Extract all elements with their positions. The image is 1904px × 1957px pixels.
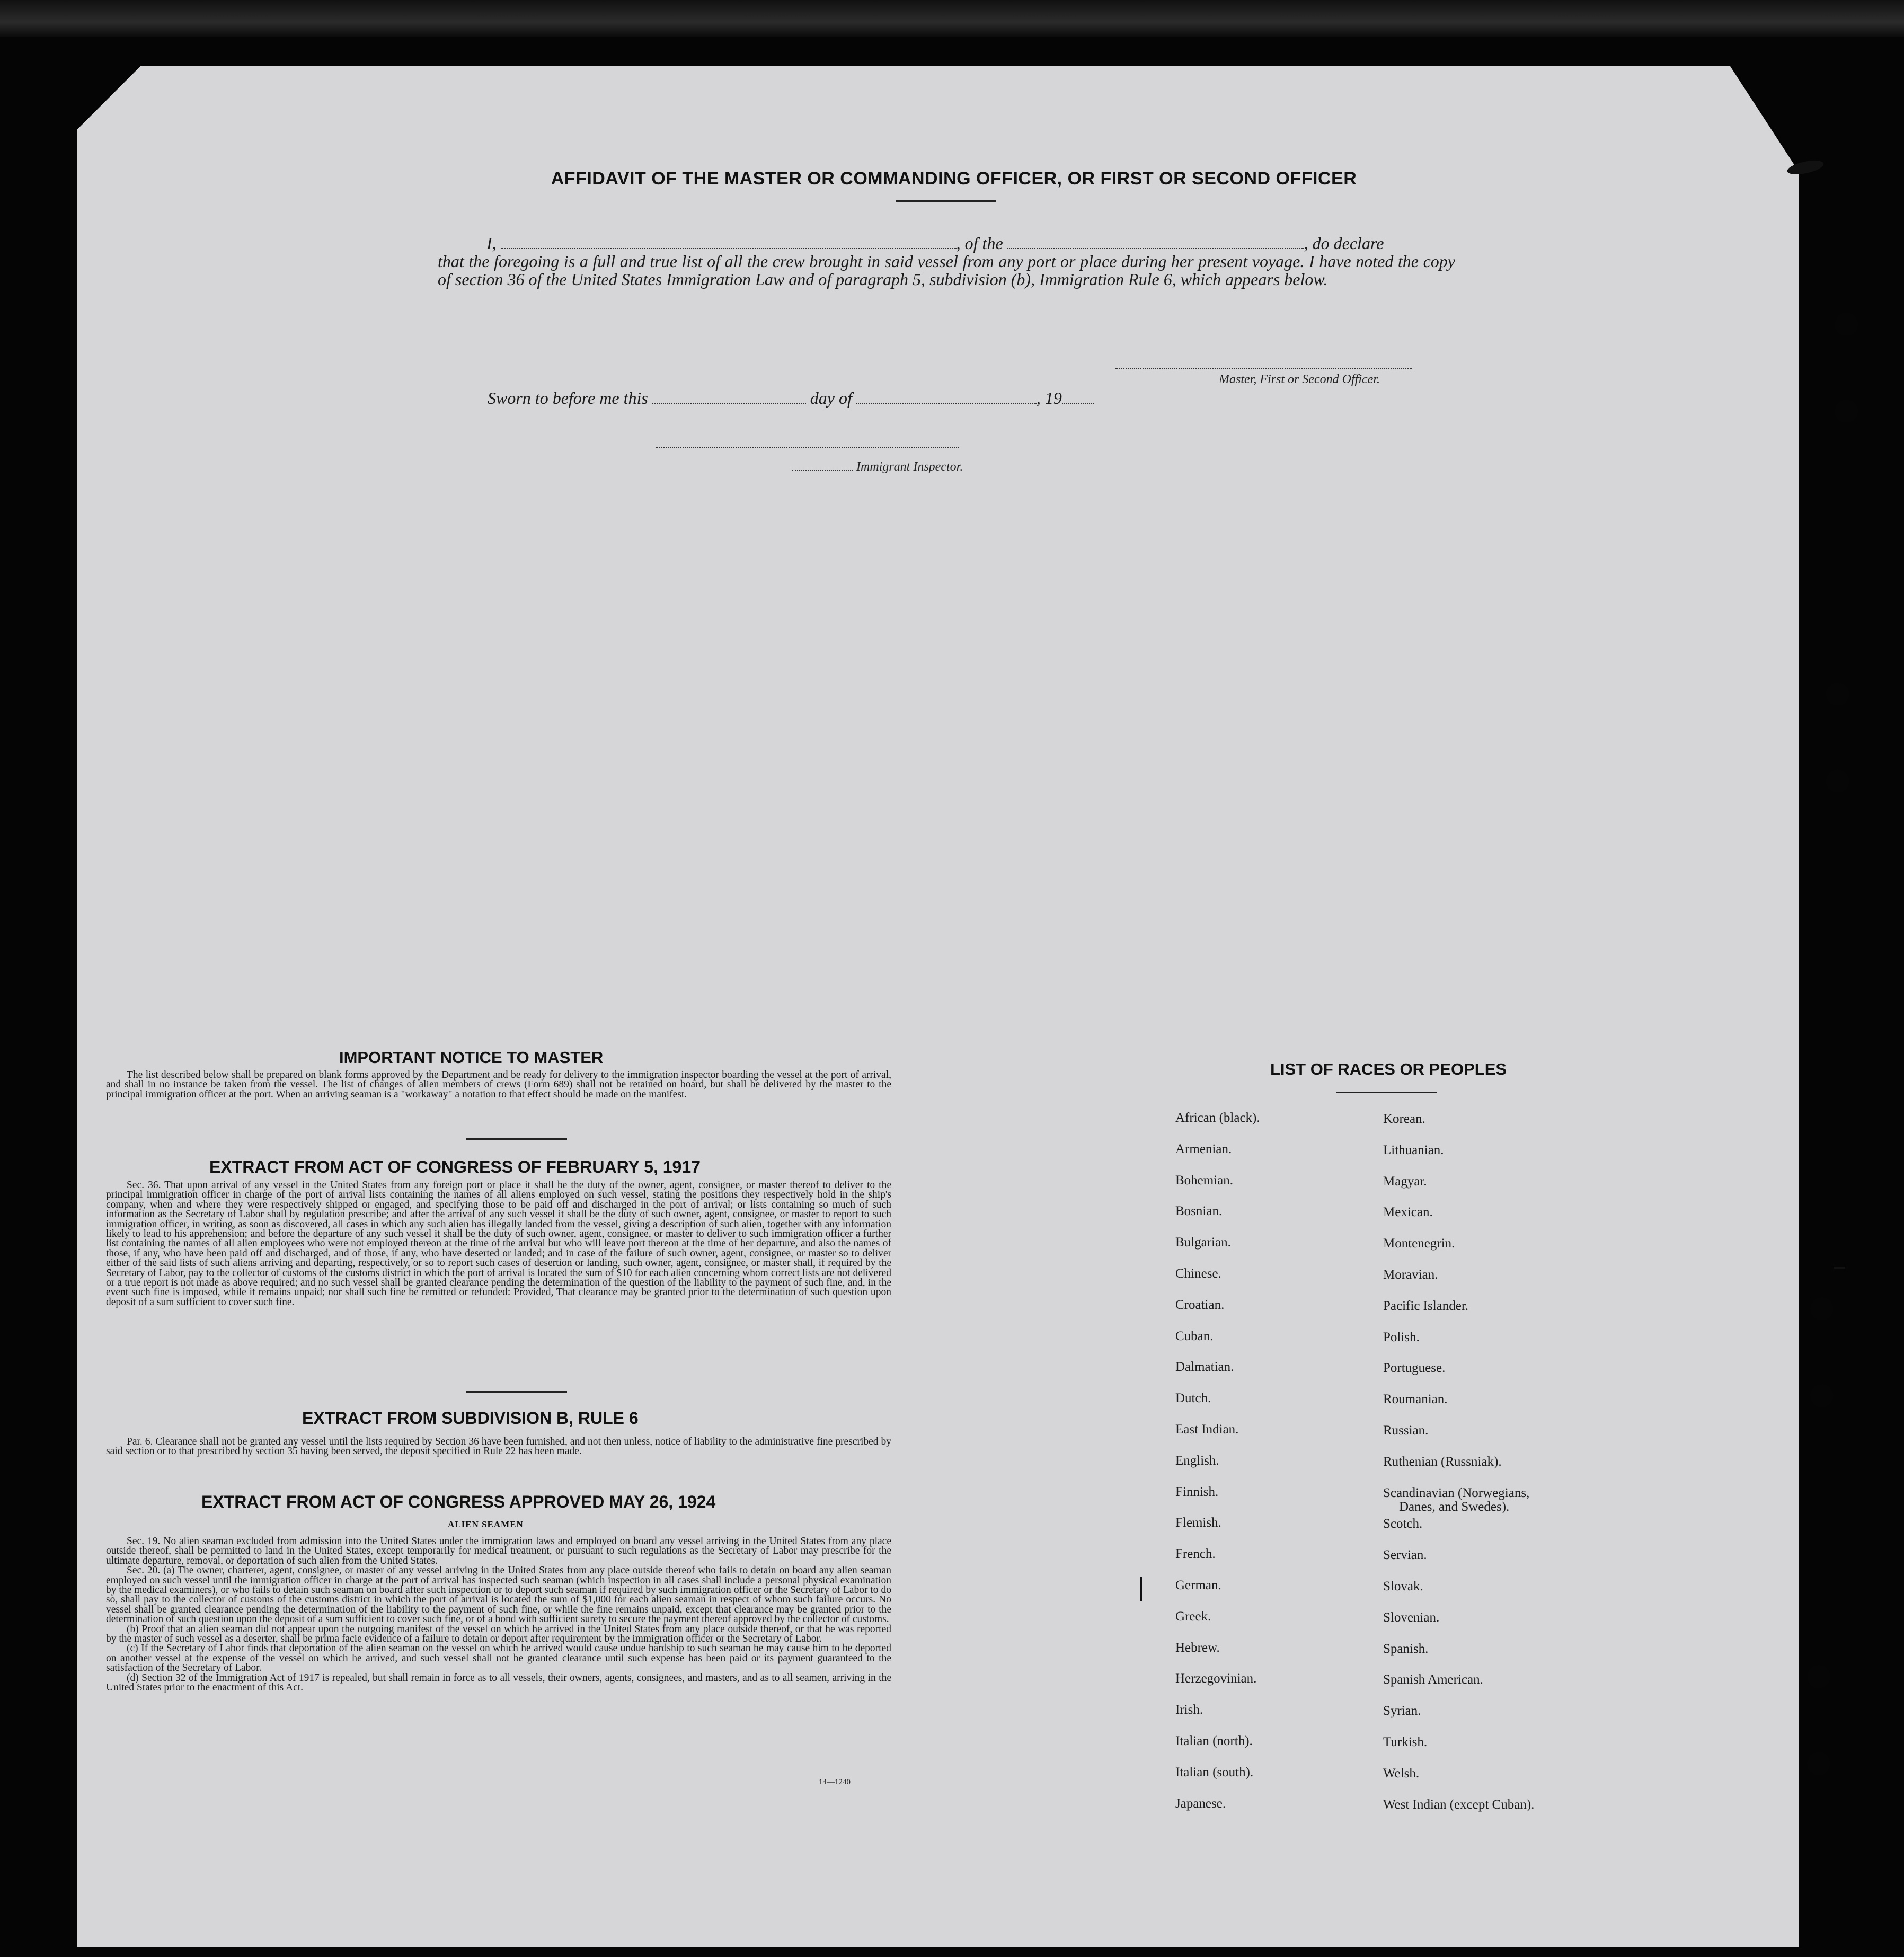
race-item: Bosnian.	[1175, 1204, 1223, 1219]
binder-hole	[1810, 1384, 1834, 1407]
sec20b-paragraph: (b) Proof that an alien seaman did not appear upon the outgoing manifest of the vessel on which he arrived in the United States from any place outside thereof, or that he was reported by the master of such vessel as a deserter, shall be prima facie evidence of a failure to detain or deport after requirement by the immigration officer or the Secretary of Labor.	[106, 1623, 891, 1645]
affidavit-of-the: , of the	[956, 234, 1003, 253]
race-item: Pacific Islander.	[1383, 1298, 1469, 1313]
race-item: Spanish.	[1383, 1641, 1429, 1656]
race-item: Scandinavian (Norwegians,	[1383, 1485, 1530, 1500]
sworn-statement	[488, 388, 1094, 408]
binder-hole	[1826, 769, 1849, 793]
sworn-prefix: Sworn to before me this	[488, 388, 648, 408]
month-blank	[856, 403, 1037, 404]
divider	[466, 1138, 567, 1140]
race-item: Danes, and Swedes).	[1399, 1499, 1510, 1514]
notice-title: IMPORTANT NOTICE TO MASTER	[339, 1048, 604, 1067]
race-item: Dutch.	[1175, 1391, 1211, 1406]
sworn-day-label: day of	[810, 388, 852, 408]
race-item: Moravian.	[1383, 1268, 1438, 1282]
affidavit-i: I,	[486, 234, 497, 253]
sec19-paragraph: Sec. 19. No alien seaman excluded from admission into the United States under the immigration laws and employed on board any vessel arriving in the United States from any place outside thereof, shall be permitted to land in the United States, except temporarily for medical treatment, or pursuant to such regulations as the Secretary of Labor may prescribe for the ultimate departure, removal, or deportation of such alien from the United States.	[106, 1536, 891, 1566]
race-item: Armenian.	[1175, 1141, 1232, 1156]
notice-paragraph: The list described below shall be prepared on blank forms approved by the Department and be ready for delivery to the immigration inspector boarding the vessel at the port of arrival, and shall in no instance be taken from the vessel. The list of changes of alien members of crews (Form 689) shall not be retained on board, but shall be delivered by the master to the principal immigration officer at the port. When an arriving seaman is a "workaway" a notation to that effect should be made on the manifest.	[106, 1069, 891, 1100]
race-item: Chinese.	[1175, 1267, 1221, 1281]
race-item: Cuban.	[1175, 1329, 1214, 1343]
race-item: East Indian.	[1175, 1422, 1239, 1437]
form-number: 14—1240	[819, 1778, 851, 1786]
race-item: Servian.	[1383, 1548, 1427, 1563]
race-item: African (black).	[1175, 1111, 1260, 1125]
race-item: Bulgarian.	[1175, 1235, 1231, 1250]
race-item: Flemish.	[1175, 1516, 1221, 1530]
sec20d-paragraph: (d) Section 32 of the Immigration Act of 1917 is repealed, but shall remain in force as to all vessels, their owners, agents, consignees, and masters, and as to all seamen, arriving in the United States prior to the enactment of this Act.	[106, 1672, 891, 1694]
race-item: Croatian.	[1175, 1297, 1225, 1312]
race-item: Irish.	[1175, 1703, 1203, 1717]
extract-1924-text	[106, 1537, 891, 1693]
race-item: Korean.	[1383, 1112, 1425, 1126]
race-item: Slovenian.	[1383, 1610, 1440, 1625]
race-item: French.	[1175, 1547, 1216, 1562]
race-item: Montenegrin.	[1383, 1236, 1455, 1251]
race-item: Scotch.	[1383, 1517, 1423, 1531]
name-blank	[501, 248, 957, 249]
race-item: Mexican.	[1383, 1205, 1433, 1220]
race-item: Bohemian.	[1175, 1173, 1234, 1188]
signature-line	[1115, 368, 1412, 369]
race-item: Italian (north).	[1175, 1734, 1253, 1748]
race-item: Syrian.	[1383, 1704, 1421, 1719]
race-item: Turkish.	[1383, 1735, 1428, 1749]
binder-hole	[1807, 1665, 1830, 1688]
race-item: Dalmatian.	[1175, 1360, 1234, 1375]
race-item: Magyar.	[1383, 1174, 1427, 1189]
inspector-signature-line	[656, 447, 959, 448]
extract-1917-title: EXTRACT FROM ACT OF CONGRESS OF FEBRUARY 5, 1917	[209, 1157, 701, 1176]
day-blank	[652, 403, 806, 404]
notice-text	[106, 1070, 891, 1100]
affidavit-declare: , do declare	[1304, 234, 1384, 253]
divider	[466, 1391, 567, 1393]
race-item: Ruthenian (Russniak).	[1383, 1454, 1502, 1469]
binder-hole	[1835, 400, 1858, 423]
race-item: Greek.	[1175, 1609, 1211, 1624]
divider	[1336, 1092, 1437, 1093]
race-item: Slovak.	[1383, 1579, 1423, 1593]
divider	[896, 200, 996, 202]
alien-seamen-subtitle: ALIEN SEAMEN	[448, 1519, 524, 1529]
inspector-label-text: Immigrant Inspector.	[856, 460, 963, 474]
binder-hole	[1807, 1752, 1830, 1775]
races-title: LIST OF RACES OR PEOPLES	[1270, 1060, 1507, 1078]
signature-label: Master, First or Second Officer.	[1219, 373, 1380, 386]
race-item: Portuguese.	[1383, 1361, 1446, 1376]
race-item: Hebrew.	[1175, 1640, 1220, 1655]
race-item: Italian (south).	[1175, 1765, 1254, 1779]
year-blank	[1062, 403, 1094, 404]
extract-rule6-title: EXTRACT FROM SUBDIVISION B, RULE 6	[302, 1409, 639, 1428]
sec20c-paragraph: (c) If the Secretary of Labor finds that deportation of the alien seaman on the vessel on which he arrived would cause undue hardship to such seaman he may cause him to be deported on another vessel at the expense of the vessel on which he arrived, and such vessel shall not be granted clearance until such expense has been paid or its payment guaranteed to the satisfaction of the Secretary of Labor.	[106, 1643, 891, 1674]
race-item: Spanish American.	[1383, 1672, 1483, 1687]
race-item: Polish.	[1383, 1330, 1420, 1344]
pencil-mark	[1140, 1577, 1142, 1601]
affidavit-body	[438, 234, 1455, 288]
sworn-year-label: , 19	[1036, 388, 1062, 408]
race-item: Roumanian.	[1383, 1392, 1448, 1407]
binder-hole	[1826, 683, 1849, 706]
scanner-top-edge	[0, 0, 1904, 37]
extract-rule6-text	[106, 1437, 891, 1457]
affidavit-statement: that the foregoing is a full and true list of all the crew brought in said vessel from any port or place during her present voyage. I have noted the copy of section 36 of the United States Immigration Law and of paragraph 5, subdivision (b), Immigration Rule 6, which appears below.	[438, 252, 1455, 289]
inspector-label	[792, 460, 963, 474]
extract-rule6-paragraph: Par. 6. Clearance shall not be granted any vessel until the lists required by Section 36 have been furnished, and not then unless, notice of liability to the administrative fine prescribed by said section or to that prescribed by section 35 having been served, the deposit specified in Rule 22 has been made.	[106, 1436, 891, 1457]
race-item: English.	[1175, 1453, 1219, 1468]
race-item: Russian.	[1383, 1423, 1429, 1438]
affidavit-title: AFFIDAVIT OF THE MASTER OR COMMANDING OFFICER, OR FIRST OR SECOND OFFICER	[551, 169, 1357, 189]
race-item: Lithuanian.	[1383, 1143, 1444, 1157]
race-item: Japanese.	[1175, 1796, 1226, 1811]
inspector-blank	[792, 470, 853, 471]
race-item: Herzegovinian.	[1175, 1671, 1257, 1686]
extract-1917-paragraph: Sec. 36. That upon arrival of any vessel in the United States from any foreign port or place it shall be the duty of the owner, agent, consignee, or master thereof to deliver to the principal immigration officer in charge of the port of arrival lists containing the names of all aliens employed on such vessel, stating the positions they respectively hold in the ship's company, when and where they were respectively shipped or engaged, and specifying those to be paid off and discharged in the port of arrival; or lists containing so much of such information as the Secretary of Labor shall by regulation prescribe; and after the arrival of any such vessel it shall be the duty of such owner, agent, consignee, or master to report to such immigration officer, in writing, as soon as discovered, all cases in which any such alien has illegally landed from the vessel, giving a description of such alien, together with any information likely to lead to his apprehension; and before the departure of any such vessel it shall be the duty of such owner, agent, consignee, or master to deliver to such immigration officer a further list containing the names of all alien employees who were not employed thereon at the time of the arrival but who will leave port thereon at the time of her departure, and also the names of those, if any, who have been paid off and discharged, and of those, if any, who have deserted or landed; and in case of the failure of such owner, agent, consignee, or master so to deliver either of the said lists of such aliens arriving and departing, respectively, or so to report such cases of desertion or landing, such owner, agent, consignee, or master shall, if required by the Secretary of Labor, pay to the collector of customs of the customs district in which the port of arrival is located the sum of $10 for each alien concerning whom correct lists are not delivered or a true report is not made as above required; and no such vessel shall be granted clearance pending the determination of the question of the liability to the payment of such fine, and, in the event such fine is imposed, while it remains unpaid; nor shall such fine be remitted or refunded: Provided, That clearance may be granted prior to the determination of such question upon deposit of a sum sufficient to cover such fine.	[106, 1180, 891, 1308]
race-item: West Indian (except Cuban).	[1383, 1797, 1535, 1812]
vessel-blank	[1007, 248, 1304, 249]
race-item: Welsh.	[1383, 1766, 1420, 1781]
ink-blot	[1786, 158, 1825, 177]
race-item: German.	[1175, 1578, 1221, 1592]
scan-mark	[1834, 1267, 1845, 1269]
sec20a-paragraph: Sec. 20. (a) The owner, charterer, agent, consignee, or master of any vessel arriving in the United States from any place outside thereof who fails to detain on board any alien seaman employed on such vessel until the immigration officer in charge at the port of arrival has inspected such seaman (which inspection in all cases shall include a personal physical examination by the medical examiners), or who fails to detain such seaman on board after such inspection or to deport such seaman if required by such immigration officer or the Secretary of Labor to do so, shall pay to the collector of customs of the customs district in which the port of arrival is located the sum of $1,000 for each alien seaman in respect of whom such failure occurs. No vessel shall be granted clearance pending the determination of the liability to the payment of such fine, or while the fine remains unpaid, except that clearance may be granted prior to the determination of such question upon the deposit of a sum sufficient to cover such fine, or of a bond with sufficient surety to secure the payment thereof approved by the collector of customs.	[106, 1565, 891, 1625]
extract-1924-title: EXTRACT FROM ACT OF CONGRESS APPROVED MAY 26, 1924	[201, 1492, 716, 1511]
binder-hole	[1810, 1297, 1834, 1321]
binder-hole	[1835, 313, 1858, 336]
extract-1917-text	[106, 1181, 891, 1307]
race-item: Finnish.	[1175, 1484, 1219, 1499]
